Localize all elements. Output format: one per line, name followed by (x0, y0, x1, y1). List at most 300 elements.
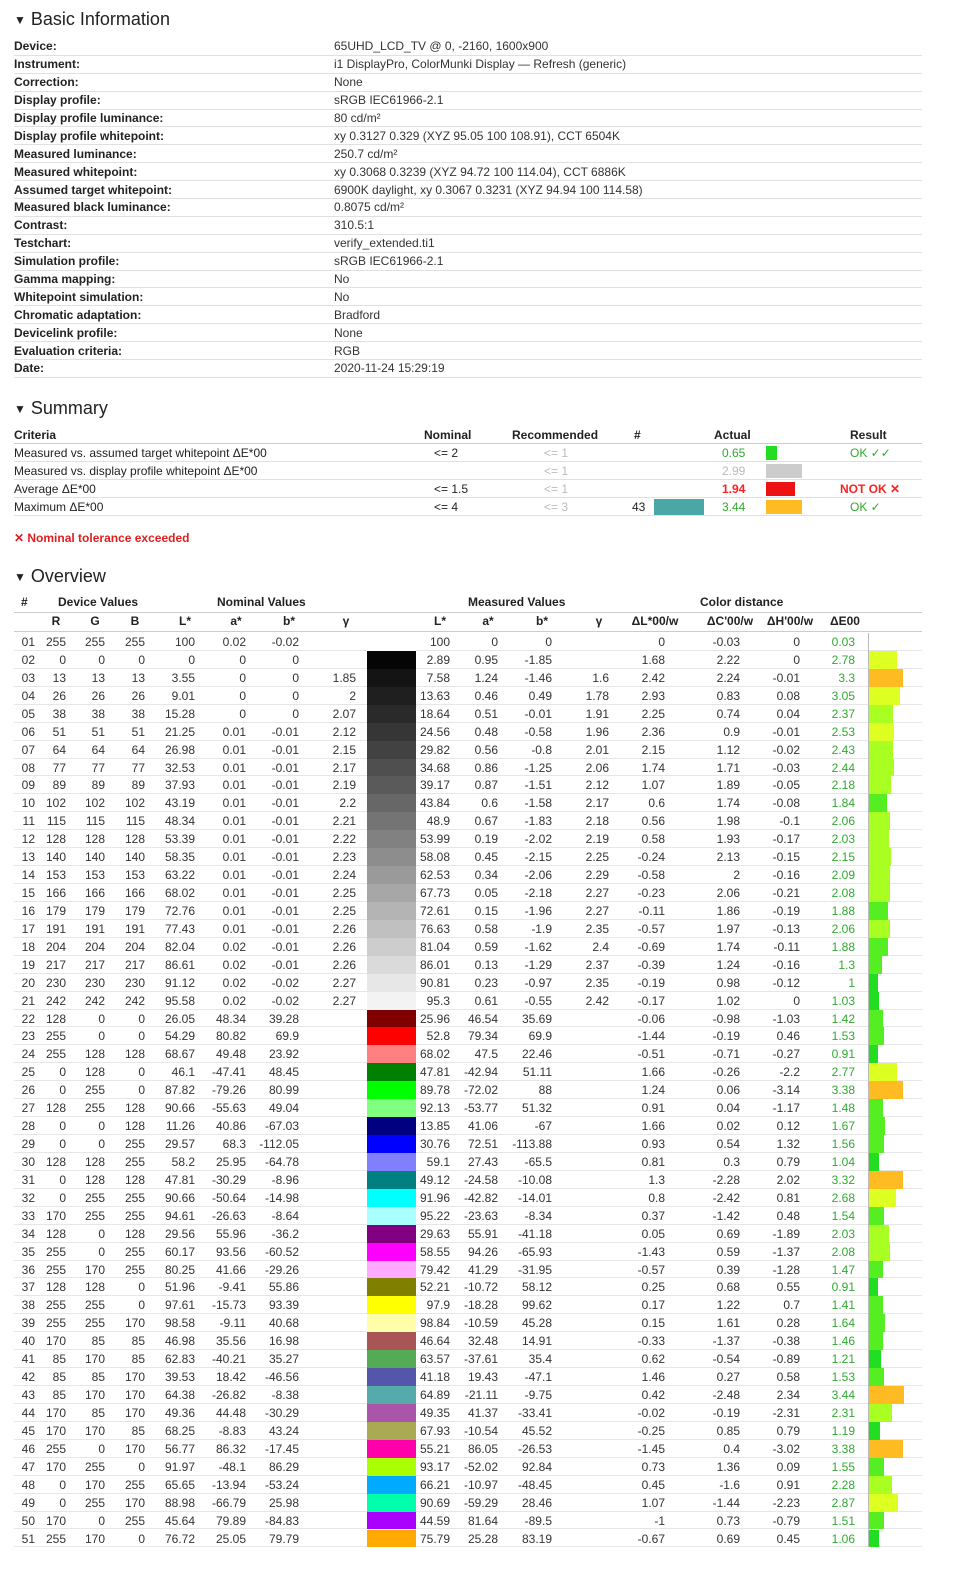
cell: 2.23 (332, 850, 356, 865)
info-value: xy 0.3127 0.329 (XYZ 95.05 100 108.91), CCT 6504K (334, 128, 620, 143)
cell: 204 (84, 939, 105, 954)
cell: 0.02 (716, 1119, 740, 1134)
delta-e-bar (868, 1135, 884, 1153)
cell: -0.12 (772, 975, 800, 990)
cell: 2.37 (831, 706, 855, 721)
cell: 2.26 (332, 939, 356, 954)
cell: 26 (91, 688, 105, 703)
table-row (14, 1296, 922, 1314)
cell: -0.16 (772, 868, 800, 883)
cell: 1.54 (831, 1208, 855, 1223)
cell: -2.18 (524, 886, 552, 901)
cell: 0 (292, 688, 299, 703)
cell: 43.19 (164, 796, 195, 811)
cell: 2.09 (831, 868, 855, 883)
group-header-distance: Color distance (700, 595, 784, 609)
cell: 1.12 (716, 742, 740, 757)
cell: 255 (45, 1441, 66, 1456)
cell: 0 (138, 652, 145, 667)
cell: 0.39 (716, 1262, 740, 1277)
cell: 80.82 (215, 1029, 246, 1044)
table-row (14, 1314, 922, 1332)
cell: 0 (239, 706, 246, 721)
info-row (14, 56, 922, 74)
cell: 47.5 (474, 1047, 498, 1062)
cell: 1.53 (831, 1370, 855, 1385)
cell: 0.87 (474, 778, 498, 793)
cell: -13.94 (211, 1477, 246, 1492)
cell: -0.23 (637, 886, 665, 901)
cell: 128 (45, 1154, 66, 1169)
delta-e-bar (868, 776, 891, 794)
color-swatch (367, 633, 416, 651)
cell: -0.79 (772, 1513, 800, 1528)
info-label: Display profile luminance: (14, 111, 164, 125)
cell: -0.71 (712, 1047, 740, 1062)
cell: -67.03 (264, 1119, 299, 1134)
cell: -67 (534, 1119, 552, 1134)
table-row (14, 1350, 922, 1368)
cell: 0.62 (641, 1352, 665, 1367)
color-swatch (367, 1117, 416, 1135)
cell: 93.56 (215, 1244, 246, 1259)
cell: 53.99 (419, 832, 450, 847)
cell: 0.3 (723, 1154, 740, 1169)
cell: 17 (21, 921, 35, 936)
cell: 0 (239, 652, 246, 667)
cell: 2 (349, 688, 356, 703)
cell: 93.39 (268, 1298, 299, 1313)
cell: 49.12 (419, 1172, 450, 1187)
cell: 1.07 (641, 778, 665, 793)
table-row (14, 1261, 922, 1279)
color-swatch (367, 1512, 416, 1530)
cell: 3.38 (831, 1441, 855, 1456)
cell: 2.17 (585, 796, 609, 811)
cell: -9.41 (218, 1280, 246, 1295)
cell: -52.02 (463, 1459, 498, 1474)
cell: 0.01 (222, 724, 246, 739)
cell: 25 (21, 1065, 35, 1080)
table-row (14, 1207, 922, 1225)
cell: 1.85 (332, 670, 356, 685)
summary-result: OK ✓ (850, 499, 881, 514)
cell: 40.68 (268, 1316, 299, 1331)
info-label: Measured black luminance: (14, 200, 171, 215)
cell: 76.72 (164, 1531, 195, 1546)
cell: 2.68 (831, 1190, 855, 1205)
delta-e-bar (868, 1261, 883, 1279)
cell: 2.35 (585, 921, 609, 936)
delta-e-bar (868, 723, 894, 741)
cell: -2.02 (524, 832, 552, 847)
cell: -0.01 (271, 886, 299, 901)
cell: 0 (793, 635, 800, 649)
cell: 90.66 (164, 1101, 195, 1116)
cell: 49.35 (419, 1405, 450, 1420)
cell: -10.08 (517, 1172, 552, 1187)
info-value: sRGB IEC61966-2.1 (334, 93, 444, 108)
summary-col-count: # (634, 428, 641, 442)
table-row (14, 1243, 922, 1261)
cell: 1.24 (474, 670, 498, 685)
cell: 13 (52, 670, 66, 685)
cell: -0.11 (638, 903, 665, 918)
cell: 37.93 (164, 778, 195, 793)
cell: 0 (138, 1083, 145, 1098)
cell: 34.68 (419, 760, 450, 775)
color-swatch (367, 1010, 416, 1028)
cell: -113.88 (512, 1137, 552, 1152)
cell: 39.17 (419, 778, 450, 793)
summary-col-criteria: Criteria (14, 428, 57, 442)
delta-e-bar (868, 1027, 884, 1045)
cell: -24.58 (463, 1172, 498, 1187)
table-row (14, 1117, 922, 1135)
cell: 88.98 (164, 1495, 195, 1510)
cell: 85 (131, 1334, 145, 1349)
cell: 51.96 (164, 1280, 195, 1295)
cell: 46.64 (419, 1334, 450, 1349)
cell: 85 (52, 1352, 66, 1367)
cell: -0.02 (271, 635, 299, 649)
cell: -0.02 (637, 1405, 665, 1420)
cell: 170 (124, 1388, 145, 1403)
delta-e-bar (868, 1386, 904, 1404)
color-swatch (367, 1278, 416, 1296)
cell: -2.15 (524, 850, 552, 865)
cell: -17.45 (264, 1441, 299, 1456)
cell: 115 (46, 814, 66, 829)
table-row (14, 1512, 922, 1530)
cell: 91.97 (164, 1459, 195, 1474)
cell: 0.58 (474, 921, 498, 936)
cell: 1.84 (831, 796, 855, 811)
cell: 100 (429, 635, 450, 649)
cell: 85 (131, 1352, 145, 1367)
cell: 13.85 (419, 1119, 450, 1134)
summary-row (14, 444, 922, 462)
cell: 1.74 (716, 939, 740, 954)
cell: 255 (45, 1047, 66, 1062)
color-swatch (367, 956, 416, 974)
delta-e-bar (868, 1494, 898, 1512)
cell: 2.2 (339, 796, 356, 811)
cell: 1.78 (585, 688, 609, 703)
cell: -0.02 (271, 993, 299, 1008)
color-swatch (367, 1368, 416, 1386)
cell: 0 (98, 1029, 105, 1044)
cell: -1.28 (772, 1262, 800, 1277)
cell: 45 (21, 1423, 35, 1438)
cell: 0.6 (481, 796, 498, 811)
cell: 2.77 (831, 1065, 855, 1080)
cell: 170 (84, 1352, 105, 1367)
table-row (14, 1171, 922, 1189)
info-label: Devicelink profile: (14, 325, 118, 340)
cell: 86.29 (268, 1459, 299, 1474)
basic-info-toggle[interactable] (14, 9, 170, 30)
color-swatch (367, 1494, 416, 1512)
delta-e-bar (868, 794, 887, 812)
cell: 0.02 (222, 957, 246, 972)
cell: 22.46 (521, 1047, 552, 1062)
cell: 0.13 (474, 957, 498, 972)
cell: 0.01 (222, 903, 246, 918)
cell: 63.57 (419, 1352, 450, 1367)
cell: 0.27 (716, 1370, 740, 1385)
cell: 102 (124, 796, 145, 811)
cell: -0.67 (637, 1531, 665, 1546)
cell: 85 (91, 1370, 105, 1385)
table-row (14, 1135, 922, 1153)
cell: -0.16 (772, 957, 800, 972)
cell: -10.59 (463, 1316, 498, 1331)
cell: -50.64 (211, 1190, 246, 1205)
cell: 49 (21, 1495, 35, 1510)
cell: -1.44 (712, 1495, 740, 1510)
cell: 38 (52, 706, 66, 721)
cell: 0.04 (716, 1101, 740, 1116)
cell: -1.29 (524, 957, 552, 972)
cell: 85 (91, 1334, 105, 1349)
cell: 16.98 (268, 1334, 299, 1349)
cell: 255 (45, 1298, 66, 1313)
delta-e-bar (868, 687, 900, 705)
color-swatch (367, 1225, 416, 1243)
cell: 90.69 (419, 1495, 450, 1510)
cell: 2.37 (585, 957, 609, 972)
cell: 255 (84, 635, 105, 649)
info-row (14, 324, 922, 342)
delta-e-bar (868, 938, 888, 956)
cell: -0.19 (712, 1029, 740, 1044)
cell: 29 (21, 1137, 35, 1152)
delta-e-bar (868, 705, 893, 723)
cell: 255 (84, 1298, 105, 1313)
cell: 255 (124, 1190, 145, 1205)
cell: 2.43 (831, 742, 855, 757)
cell: 24.56 (419, 724, 450, 739)
cell: 1.74 (641, 760, 665, 775)
cell: 255 (45, 1244, 66, 1259)
delta-e-bar (868, 992, 879, 1010)
color-swatch (367, 866, 416, 884)
cell: 58.35 (164, 850, 195, 865)
cell: 128 (84, 1065, 105, 1080)
cell: 255 (84, 1101, 105, 1116)
cell: 0.54 (716, 1137, 740, 1152)
col-header: R (51, 614, 61, 628)
table-row (14, 974, 922, 992)
delta-e-bar (868, 1243, 890, 1261)
delta-e-bar (868, 1296, 883, 1314)
cell: 2.15 (332, 742, 356, 757)
cell: 2.35 (585, 975, 609, 990)
summary-criteria: Maximum ΔE*00 (14, 499, 104, 514)
cell: 41.18 (419, 1370, 450, 1385)
cell: 1.51 (831, 1513, 855, 1528)
cell: 0.93 (641, 1137, 665, 1152)
info-row (14, 74, 922, 92)
color-swatch (367, 1332, 416, 1350)
cell: 0.73 (641, 1459, 665, 1474)
summary-toggle[interactable] (14, 398, 108, 419)
cell: 2.31 (831, 1405, 855, 1420)
color-swatch (367, 1476, 416, 1494)
cell: 95.58 (164, 993, 195, 1008)
cell: 2.34 (776, 1388, 800, 1403)
color-swatch (367, 759, 416, 777)
info-value: 250.7 cd/m² (334, 146, 398, 161)
cell: -46.56 (264, 1370, 299, 1385)
cell: -33.41 (517, 1405, 552, 1420)
info-label: Measured whitepoint: (14, 164, 138, 179)
delta-e-bar (868, 884, 890, 902)
cell: -0.19 (772, 903, 800, 918)
cell: 0 (59, 1495, 66, 1510)
table-row (14, 633, 922, 651)
cell: -42.94 (463, 1065, 498, 1080)
cell: 128 (124, 1101, 145, 1116)
cell: 11 (22, 814, 35, 829)
section-title: Overview (30, 566, 106, 586)
cell: 2.18 (585, 814, 609, 829)
cell: 242 (84, 993, 105, 1008)
table-row (14, 1189, 922, 1207)
cell: 81.04 (419, 939, 450, 954)
cell: 2.19 (585, 832, 609, 847)
bar-axis (868, 633, 869, 1547)
color-swatch (367, 741, 416, 759)
cell: 2.17 (332, 760, 356, 775)
cell: 115 (85, 814, 105, 829)
cell: 0.01 (222, 921, 246, 936)
cell: 230 (45, 975, 66, 990)
table-row (14, 956, 922, 974)
delta-e-bar (868, 1171, 903, 1189)
cell: 2.25 (641, 706, 665, 721)
cell: 0.01 (222, 760, 246, 775)
info-label: Testchart: (14, 236, 72, 251)
delta-e-bar (868, 1368, 884, 1386)
cell: 51.11 (522, 1065, 552, 1080)
summary-col-recommended: Recommended (512, 428, 599, 442)
cell: 0.48 (474, 724, 498, 739)
cell: 16 (21, 903, 35, 918)
cell: 255 (124, 1154, 145, 1169)
cell: 2.21 (332, 814, 356, 829)
cell: -0.01 (271, 868, 299, 883)
group-header-device: Device Values (58, 595, 139, 609)
cell: 55.86 (268, 1280, 299, 1295)
cell: 1.6 (592, 670, 609, 685)
col-header: ΔH'00/w (766, 614, 814, 628)
cell: 1.46 (831, 1334, 855, 1349)
info-value: 310.5:1 (334, 218, 375, 233)
cell: 170 (84, 1477, 105, 1492)
cell: 38 (91, 706, 105, 721)
cell: 2.06 (831, 921, 855, 936)
cell: 58.12 (521, 1280, 552, 1295)
cell: -0.11 (773, 939, 800, 954)
info-value: None (334, 75, 363, 90)
cell: 24 (21, 1047, 35, 1062)
cell: 0.45 (776, 1531, 800, 1546)
info-value: None (334, 325, 363, 340)
cell: 93.17 (419, 1459, 450, 1474)
table-row (14, 1368, 922, 1386)
cell: 0.04 (776, 706, 800, 721)
cell: 255 (84, 1083, 105, 1098)
info-label: Chromatic adaptation: (14, 307, 142, 322)
cell: -0.58 (637, 868, 665, 883)
info-label: Measured luminance: (14, 146, 137, 161)
cell: 0 (59, 1137, 66, 1152)
cell: 1.21 (831, 1352, 855, 1367)
cell: 27.43 (467, 1154, 498, 1169)
summary-bar (766, 446, 777, 460)
cell: 14 (21, 868, 35, 883)
col-header: b* (283, 614, 295, 628)
cell: 2.13 (716, 850, 740, 865)
summary-nominal: <= 1.5 (434, 481, 469, 496)
cell: 02 (21, 652, 35, 667)
warning-text: ✕ Nominal tolerance exceeded (14, 531, 190, 545)
cell: 0.9 (723, 724, 740, 739)
cell: -0.01 (271, 760, 299, 775)
cell: 2.25 (332, 886, 356, 901)
cell: 0 (793, 652, 800, 667)
table-row (14, 651, 922, 669)
cell: 2.27 (332, 975, 356, 990)
delta-e-bar (868, 974, 878, 992)
cell: 1.36 (716, 1459, 740, 1474)
cell: 63.22 (164, 868, 195, 883)
delta-e-bar (868, 956, 882, 974)
cell: 170 (84, 1531, 105, 1546)
cell: 51.32 (521, 1101, 552, 1116)
cell: 25.05 (215, 1531, 246, 1546)
cell: 0 (138, 1298, 145, 1313)
cell: 1.04 (831, 1154, 855, 1169)
delta-e-bar (868, 1530, 879, 1548)
cell: -89.5 (524, 1513, 552, 1528)
delta-e-bar (868, 902, 888, 920)
cell: 86.01 (419, 957, 450, 972)
cell: 0 (138, 1531, 145, 1546)
cell: 1.55 (831, 1459, 855, 1474)
cell: 80.25 (164, 1262, 195, 1277)
info-row (14, 110, 922, 128)
cell: -0.33 (637, 1334, 665, 1349)
info-label: Assumed target whitepoint: (14, 182, 173, 197)
cell: 26.05 (164, 1011, 195, 1026)
color-swatch (367, 884, 416, 902)
overview-toggle[interactable] (14, 566, 106, 587)
summary-recommended: <= 1 (544, 463, 569, 478)
cell: 2.22 (332, 832, 356, 847)
cell: 0 (138, 1459, 145, 1474)
color-swatch (367, 1081, 416, 1099)
cell: 72.51 (467, 1137, 498, 1152)
summary-nominal: <= 2 (434, 445, 459, 460)
cell: -1.6 (719, 1477, 740, 1492)
color-swatch (367, 1027, 416, 1045)
table-row (14, 687, 922, 705)
color-swatch (367, 1135, 416, 1153)
cell: -48.45 (517, 1477, 552, 1492)
